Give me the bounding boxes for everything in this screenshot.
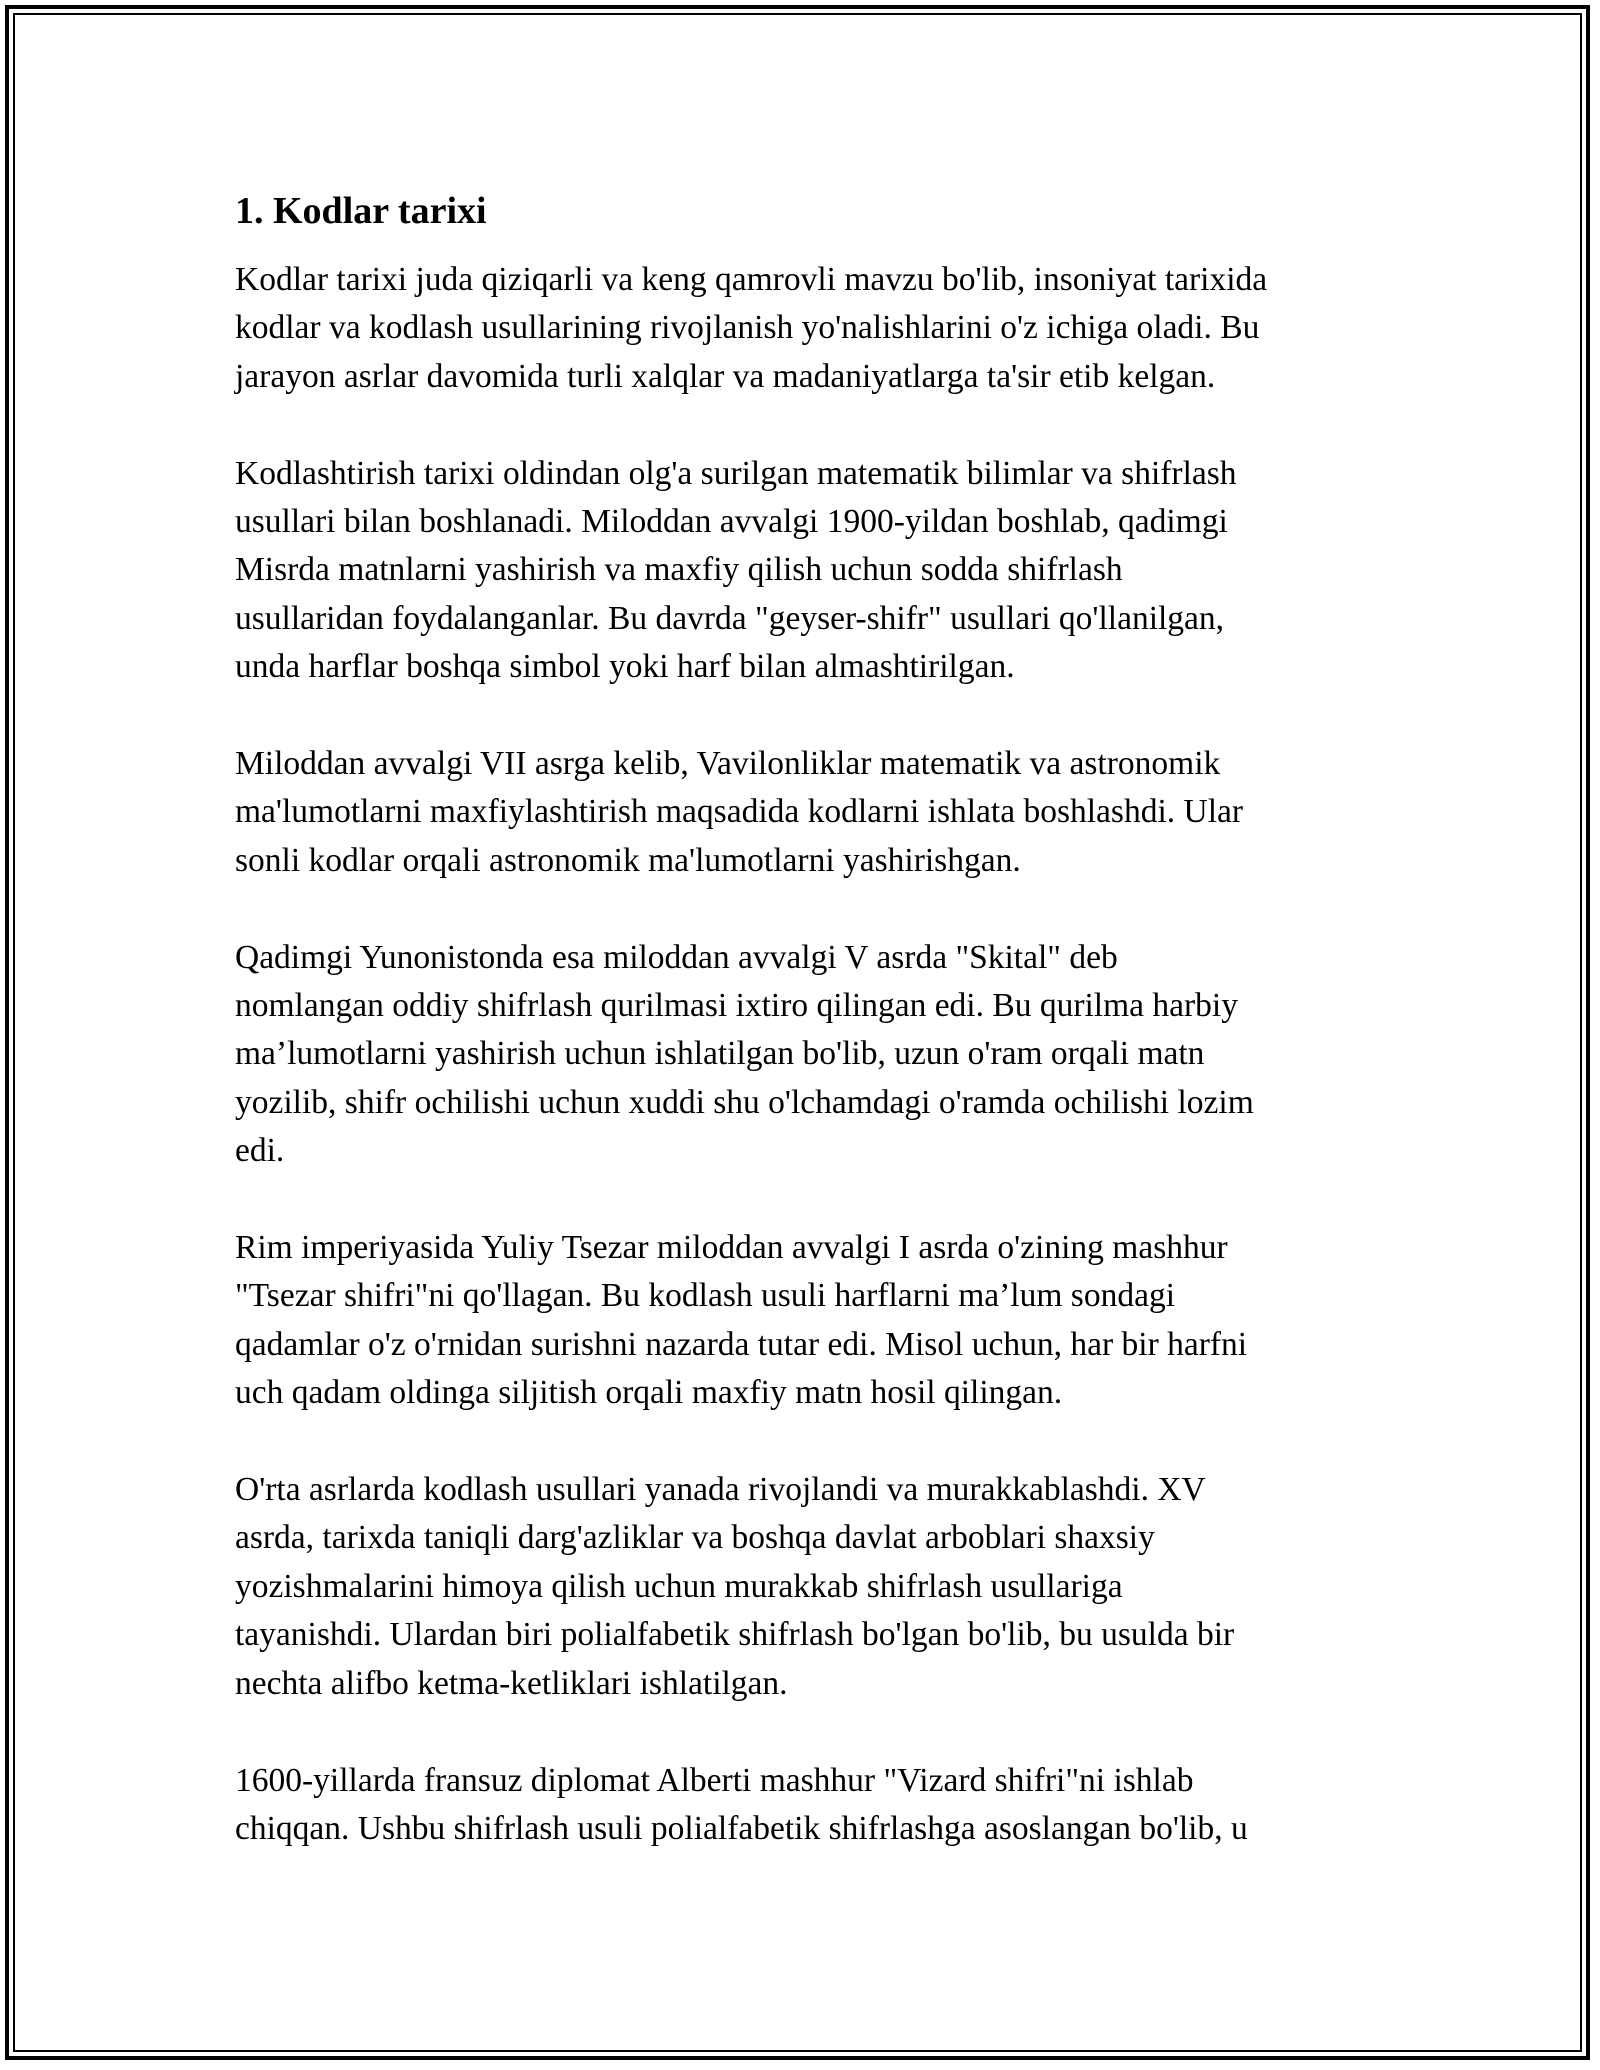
- text-line: Kodlar tarixi juda qiziqarli va keng qamrovli mavzu bo'lib, insoniyat tarixida: [235, 261, 1268, 298]
- text-line: Misrda matnlarni yashirish va maxfiy qilish uchun sodda shifrlash: [235, 551, 1123, 589]
- text-line: chiqqan. Ushbu shifrlash usuli polialfabetik shifrlashga asoslangan bo'lib, u: [235, 1809, 1248, 1847]
- paragraph-rome: [235, 1224, 1385, 1418]
- text-line: Kodlashtirish tarixi oldindan olg'a surilgan matematik bilimlar va shifrlash: [235, 454, 1237, 492]
- paragraph-vizard: [235, 1757, 1385, 1854]
- text-line: nechta alifbo ketma-ketliklari ishlatilgan.: [235, 1664, 788, 1702]
- text-line: unda harflar boshqa simbol yoki harf bilan almashtirilgan.: [235, 648, 1015, 686]
- text-line: "Tsezar shifri"ni qo'llagan. Bu kodlash usuli harflarni ma’lum sondagi: [235, 1277, 1175, 1315]
- section-heading: 1. Kodlar tarixi: [235, 190, 487, 232]
- text-line: usullari bilan boshlanadi. Miloddan avvalgi 1900-yildan boshlab, qadimgi: [235, 503, 1228, 541]
- text-line: nomlangan oddiy shifrlash qurilmasi ixtiro qilingan edi. Bu qurilma harbiy: [235, 987, 1238, 1025]
- text-line: Rim imperiyasida Yuliy Tsezar miloddan avvalgi I asrda o'zining mashhur: [235, 1229, 1228, 1267]
- paragraph-intro: [235, 256, 1385, 401]
- text-line: yozishmalarini himoya qilish uchun murakkab shifrlash usullariga: [235, 1567, 1123, 1605]
- text-line: asrda, tarixda taniqli darg'azliklar va boshqa davlat arboblari shaxsiy: [235, 1519, 1155, 1557]
- text-line: sonli kodlar orqali astronomik ma'lumotlarni yashirishgan.: [235, 841, 1021, 879]
- text-line: jarayon asrlar davomida turli xalqlar va madaniyatlarga ta'sir etib kelgan.: [235, 357, 1216, 395]
- text-line: Miloddan avvalgi VII asrga kelib, Vavilonliklar matematik va astronomik: [235, 745, 1221, 783]
- text-line: O'rta asrlarda kodlash usullari yanada rivojlandi va murakkablashdi. XV: [235, 1471, 1206, 1509]
- paragraph-babylon: [235, 740, 1385, 885]
- paragraph-egypt: [235, 450, 1385, 692]
- text-line: qadamlar o'z o'rnidan surishni nazarda tutar edi. Misol uchun, har bir harfni: [235, 1325, 1248, 1363]
- text-line: yozilib, shifr ochilishi uchun xuddi shu o'lchamdagi o'ramda ochilishi lozim: [235, 1083, 1254, 1121]
- text-line: ma’lumotlarni yashirish uchun ishlatilgan bo'lib, uzun o'ram orqali matn: [235, 1035, 1205, 1073]
- document-body: [235, 183, 1385, 1853]
- text-line: uch qadam oldinga siljitish orqali maxfiy matn hosil qilingan.: [235, 1374, 1063, 1412]
- text-line: 1600-yillarda fransuz diplomat Alberti mashhur "Vizard shifri"ni ishlab: [235, 1761, 1194, 1799]
- text-line: ma'lumotlarni maxfiylashtirish maqsadida kodlarni ishlata boshlashdi. Ular: [235, 793, 1244, 831]
- paragraph-middle-ages: [235, 1466, 1385, 1708]
- text-line: usullaridan foydalanganlar. Bu davrda "geyser-shifr" usullari qo'llanilgan,: [235, 599, 1225, 637]
- text-line: edi.: [235, 1132, 285, 1170]
- text-line: tayanishdi. Ulardan biri polialfabetik shifrlash bo'lgan bo'lib, bu usulda bir: [235, 1616, 1235, 1654]
- paragraph-greece: [235, 934, 1385, 1176]
- text-line: kodlar va kodlash usullarining rivojlanish yo'nalishlarini o'z ichiga oladi. Bu: [235, 309, 1260, 347]
- text-line: Qadimgi Yunonistonda esa miloddan avvalgi V asrda "Skital" deb: [235, 938, 1118, 976]
